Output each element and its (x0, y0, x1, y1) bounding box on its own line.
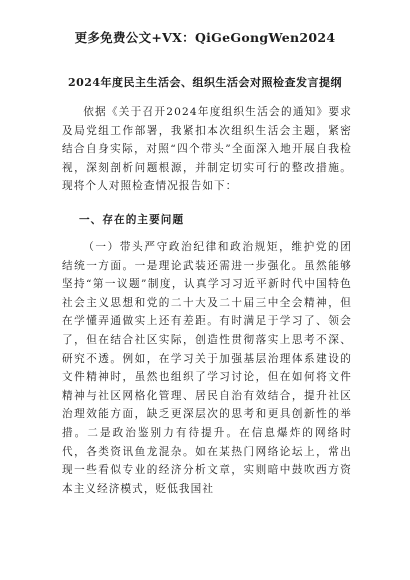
document-title: 2024年度民主生活会、组织生活会对照检查发言提纲 (67, 76, 343, 89)
intro-paragraph: 依据《关于召开2024年度组织生活会的通知》要求及局党组工作部署，我紧扣本次组织生活会主题，紧密结合自身实际，对照“四个带头”全面深入地开展自我检视，深刻剖析问题根源，并制定切实可行的整改措施。现将个人对照检查情况报告如下： (62, 106, 352, 193)
body-paragraph-block (62, 238, 352, 498)
section-heading: 一、存在的主要问题 (78, 214, 185, 226)
intro-paragraph-block (62, 103, 352, 196)
body-paragraph: （一）带头严守政治纪律和政治规矩，维护党的团结统一方面。一是理论武装还需进一步强化。虽然能够坚持“第一议题”制度，认真学习习近平新时代中国特色社会主义思想和党的二十大及二十届三中全会精神，但在学懂弄通做实上还有差距。有时满足于学习了、领会了，但在结合社区实际，创造性贯彻落实上思考不深、研究不透。例如，在学习关于加强基层治理体系建设的文件精神时，虽然也组织了学习讨论，但在如何将文件精神与社区网格化管理、居民自治有效结合，提升社区治理效能方面，缺乏更深层次的思考和更具创新性的举措。二是政治鉴别力有待提升。在信息爆炸的网络时代，各类资讯鱼龙混杂。如在某热门网络论坛上，常出现一些看似专业的经济分析文章，实则暗中鼓吹西方资本主义经济模式，贬低我国社 (62, 241, 352, 495)
promo-header: 更多免费公文+VX：QiGeGongWen2024 (74, 30, 336, 45)
